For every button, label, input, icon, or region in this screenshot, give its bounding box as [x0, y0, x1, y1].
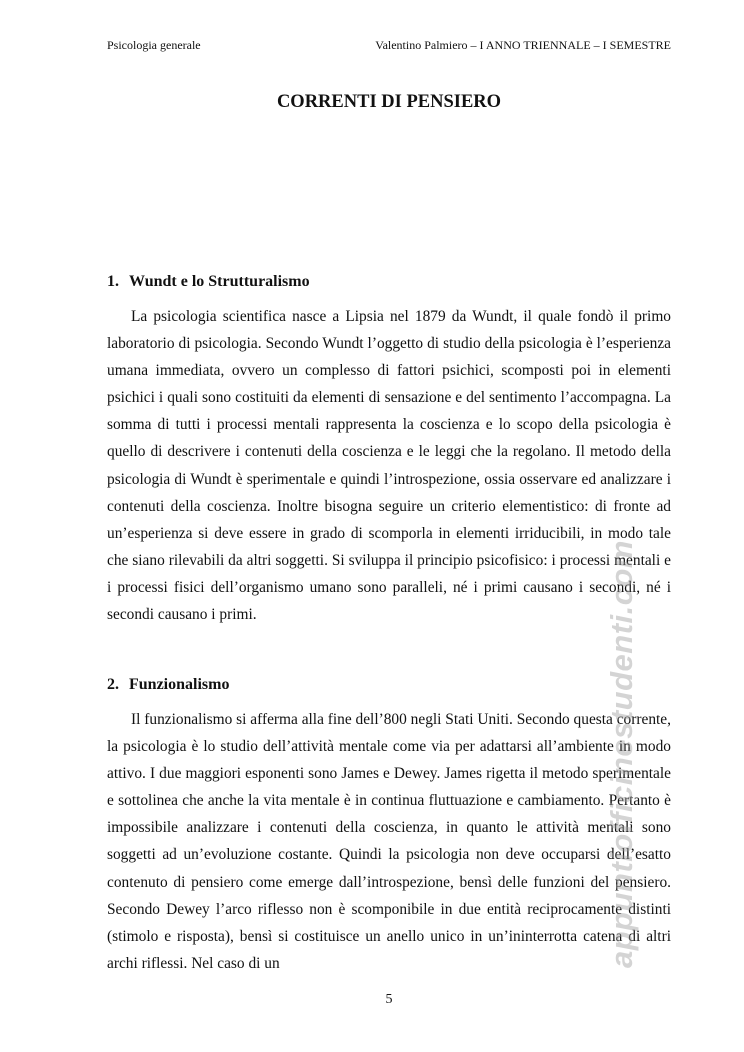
section-number: 2.: [107, 676, 119, 693]
section-title: Wundt e lo Strutturalismo: [129, 273, 310, 290]
page-title: CORRENTI DI PENSIERO: [276, 92, 502, 112]
section-title: Funzionalismo: [129, 676, 230, 693]
running-header: [107, 37, 671, 53]
header-course-name: Psicologia generale: [107, 38, 201, 52]
section-number: 1.: [107, 273, 119, 290]
section-body-funzionalismo: Il funzionalismo si afferma alla fine dell’800 negli Stati Uniti. Secondo questa corrente, la psicologia è lo studio dell’attività mentale come via per adattarsi all’ambiente in modo attivo. I due maggiori esponenti sono James e Dewey. James rigetta il metodo sperimentale e sottolinea che anche la vita mentale è in continua fluttuazione e cambiamento. Pertanto è impossibile analizzare i contenuti della coscienza, in quanto le attività mentali sono soggetti ad un’evoluzione costante. Quindi la psicologia non deve occuparsi dell’esatto contenuto di pensiero come emerge dall’introspezione, bensì delle funzioni del pensiero. Secondo Dewey l’arco riflesso non è scomponibile in due entità reciprocamente distinti (stimolo e risposta), bensì si costituisce un anello unico in un’ininterrotta catena di altri archi riflessi. Nel caso di un: [107, 711, 671, 972]
section-heading-funzionalismo: [107, 675, 229, 695]
header-author-info: Valentino Palmiero – I ANNO TRIENNALE – I SEMESTRE: [375, 38, 671, 52]
page-number: 5: [385, 992, 393, 1007]
section-heading-strutturalismo: [107, 272, 310, 292]
section-body-strutturalismo: La psicologia scientifica nasce a Lipsia nel 1879 da Wundt, il quale fondò il primo laboratorio di psicologia. Secondo Wundt l’oggetto di studio della psicologia è l’esperienza umana immediata, ovvero un complesso di fattori psichici, scomposti poi in elementi psichici i quali sono costituiti da elementi di sensazione e del sentimento l’accompagna. La somma di tutti i processi mentali rappresenta la coscienza e lo scopo della psicologia è quello di descrivere i contenuti della coscienza e le leggi che la regolano. Il metodo della psicologia di Wundt è sperimentale e quindi l’introspezione, ossia osservare ed analizzare i contenuti della coscienza. Inoltre bisogna seguire un criterio elementistico: di fronte ad un’esperienza si deve essere in grado di scomporla in elementi irriducibili, in modo tale che siano rilevabili da altri soggetti. Si sviluppa il principio psicofisico: i processi mentali e i processi fisici dell’organismo umano sono paralleli, né i primi causano i secondi, né i secondi causano i primi.: [107, 308, 671, 624]
watermark: appuntiofficinestudenti.com: [604, 540, 639, 968]
